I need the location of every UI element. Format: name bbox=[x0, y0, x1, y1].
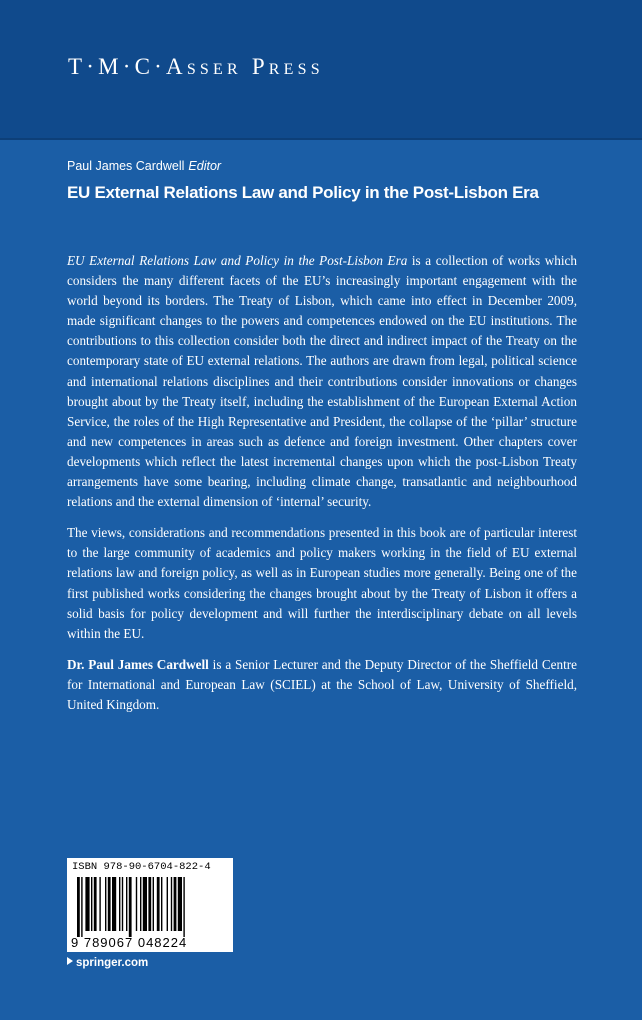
blurb-paragraph-1 bbox=[67, 251, 577, 512]
barcode-bar bbox=[183, 877, 184, 937]
barcode-bar bbox=[77, 877, 80, 937]
barcode-bar bbox=[140, 877, 141, 931]
barcode-box bbox=[67, 858, 233, 952]
barcode-bar bbox=[122, 877, 123, 931]
barcode-bar bbox=[94, 877, 97, 931]
editor-role: Editor bbox=[188, 159, 222, 173]
barcode-bar bbox=[153, 877, 154, 931]
publisher-name: T·M·C·Asser Press bbox=[68, 54, 324, 79]
barcode-bars bbox=[77, 877, 223, 937]
isbn-label: ISBN 978-90-6704-822-4 bbox=[72, 861, 211, 873]
barcode-bar bbox=[81, 877, 82, 937]
barcode-bar bbox=[161, 877, 162, 931]
barcode-bar bbox=[174, 877, 177, 931]
author-bio bbox=[67, 655, 577, 715]
editor-line bbox=[67, 159, 221, 173]
barcode-bar bbox=[126, 877, 127, 931]
barcode-bar bbox=[119, 877, 120, 931]
barcode-bar bbox=[143, 877, 147, 931]
springer-link-text: springer.com bbox=[76, 957, 149, 969]
band-divider bbox=[0, 138, 642, 140]
editor-name: Paul James Cardwell bbox=[67, 159, 185, 173]
barcode-bar bbox=[167, 877, 168, 931]
barcode-bar bbox=[105, 877, 106, 931]
barcode-bar bbox=[171, 877, 172, 931]
barcode-bar bbox=[91, 877, 92, 931]
barcode-bar bbox=[99, 877, 100, 931]
barcode-bar bbox=[85, 877, 89, 931]
barcode-bar bbox=[148, 877, 151, 931]
arrow-right-icon bbox=[67, 957, 73, 965]
blurb-paragraph-2: The views, considerations and recommendations presented in this book are of particular interest to the large community of academics and policy makers working in the field of EU external relations law and foreign policy, as well as in European studies more generally. Being one of the first published works considering the changes brought about by the Treaty of Lisbon it offers a solid basis for policy development and will further the interdisciplinary debate on all levels within the EU. bbox=[67, 525, 577, 641]
springer-link[interactable] bbox=[67, 957, 148, 969]
barcode-bar bbox=[108, 877, 111, 931]
author-bio-text: is a Senior Lecturer and the Deputy Director of the Sheffield Centre for International and European Law (SCIEL) at the School of Law, University of Sheffield, United Kingdom. bbox=[67, 656, 577, 712]
blurb-p1-text: is a collection of works which considers the many different facets of the EU’s increasingly important engagement with the world beyond its borders. The Treaty of Lisbon, which came into effect in December 2009, made significant changes to the powers and competences endowed on the EU institutions. The contributions to this collection consider both the direct and indirect impact of the Treaty on the contemporary state of EU external relations. The authors are drawn from legal, political science and international relations disciplines and their contributions consider innovations or changes brought about by the Treaty itself, including the establishment of the European External Action Service, the roles of the High Representative and President, the collapse of the ‘pillar’ structure and new competences in areas such as defence and foreign investment. Other chapters cover developments which reflect the latest incremental changes upon which the post-Lisbon Treaty arrangements have some bearing, including climate change, transatlantic and neighbourhood relations and the external dimension of ‘internal’ security. bbox=[67, 253, 577, 510]
barcode-bar bbox=[112, 877, 116, 931]
blurb bbox=[67, 251, 577, 726]
barcode-bar bbox=[157, 877, 160, 931]
barcode-digits: 9 789067 048224 bbox=[71, 935, 188, 950]
book-title: EU External Relations Law and Policy in the Post-Lisbon Era bbox=[67, 183, 539, 202]
barcode-bar bbox=[136, 877, 137, 931]
author-name-bold: Dr. Paul James Cardwell bbox=[67, 656, 209, 672]
barcode-bar bbox=[178, 877, 182, 931]
blurb-title-italic: EU External Relations Law and Policy in the Post-Lisbon Era bbox=[67, 253, 408, 268]
barcode-bar bbox=[129, 877, 132, 937]
